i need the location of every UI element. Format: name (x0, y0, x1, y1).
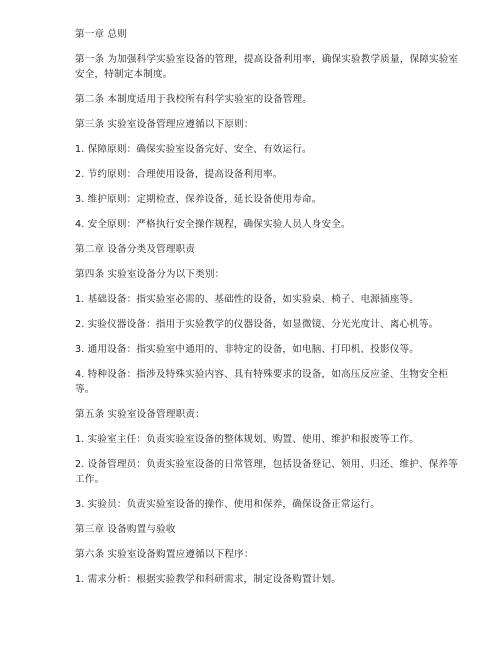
list-item: 4. 特种设备：指涉及特殊实验内容、具有特殊要求的设备，如高压反应釜、生物安全柜等。 (75, 369, 449, 395)
chapter-heading: 第三章 设备购置与验收 (75, 524, 176, 535)
article-paragraph: 第四条 实验室设备分为以下类别： (75, 269, 225, 280)
list-item: 3. 实验员：负责实验室设备的操作、使用和保养，确保设备正常运行。 (75, 499, 380, 510)
chapter-heading: 第一章 总则 (75, 29, 127, 40)
document-body (75, 27, 460, 597)
article-paragraph: 第五条 实验室设备管理职责： (75, 409, 205, 420)
list-item: 2. 节约原则：合理使用设备，提高设备利用率。 (75, 169, 283, 180)
list-item: 1. 基础设备：指实验室必需的、基础性的设备，如实验桌、椅子、电源插座等。 (75, 294, 419, 305)
list-item: 2. 设备管理员：负责实验室设备的日常管理，包括设备登记、领用、归还、维护、保养等工作。 (75, 459, 458, 485)
list-item: 3. 维护原则：定期检查、保养设备，延长设备使用寿命。 (75, 194, 322, 205)
article-paragraph: 第一条 为加强科学实验室设备的管理，提高设备利用率，确保实验教学质量，保障实验室安全，特制定本制度。 (75, 54, 459, 80)
list-item: 1. 保障原则：确保实验室设备完好、安全、有效运行。 (75, 144, 312, 155)
list-item: 2. 实验仪器设备：指用于实验教学的仪器设备，如显微镜、分光光度计、离心机等。 (75, 319, 439, 330)
article-paragraph: 第二条 本制度适用于我校所有科学实验室的设备管理。 (75, 94, 313, 105)
list-item: 1. 需求分析：根据实验教学和科研需求，制定设备购置计划。 (75, 574, 341, 585)
article-paragraph: 第六条 实验室设备购置应遵循以下程序： (75, 549, 254, 560)
list-item: 1. 实验室主任：负责实验室设备的整体规划、购置、使用、维护和报废等工作。 (75, 434, 419, 445)
article-paragraph: 第三条 实验室设备管理应遵循以下原则： (75, 119, 254, 130)
list-item: 4. 安全原则：严格执行安全操作规程，确保实验人员人身安全。 (75, 219, 351, 230)
list-item: 3. 通用设备：指实验室中通用的、非特定的设备，如电脑、打印机、投影仪等。 (75, 344, 419, 355)
chapter-heading: 第二章 设备分类及管理职责 (75, 244, 196, 255)
